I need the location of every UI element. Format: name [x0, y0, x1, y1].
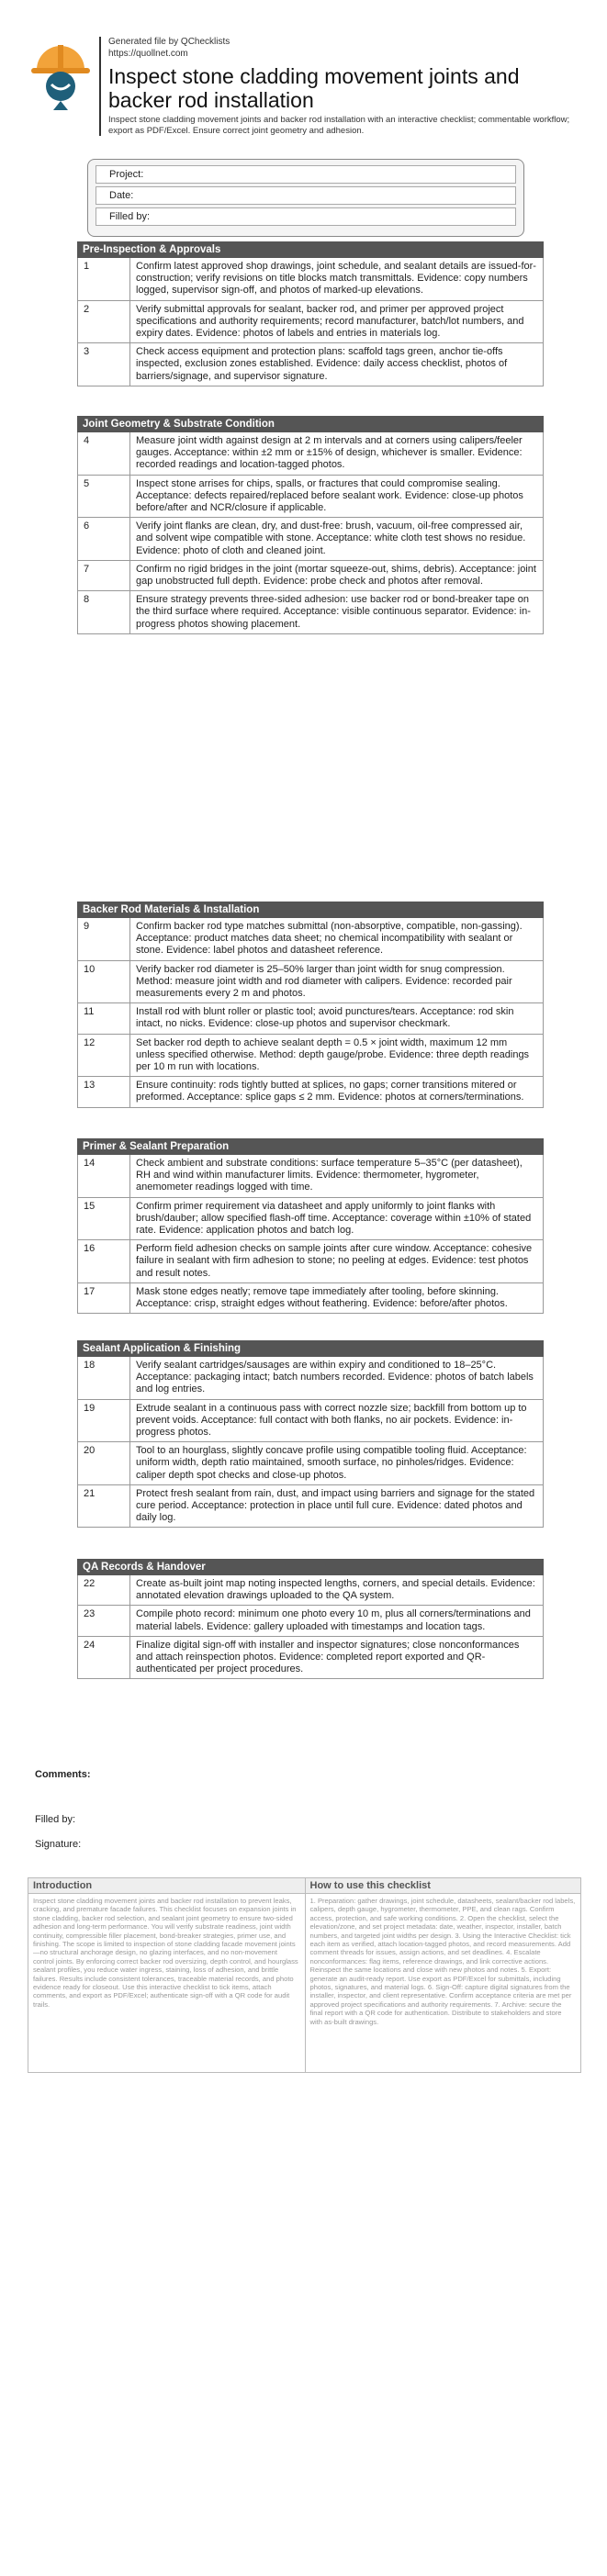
introduction-text: Inspect stone cladding movement joints and backer rod installation to prevent leaks, cracking, and premature facade failures. This checklist focuses on expansion joints in stone cladding, backer rod selection, and sealant joint geometry to ensure two-sided adhesion and long-term performance. You will verify substrate readiness, joint width continuity, compressible filler placement, bond-breaker strategies, primer use, and finishing. The scope is limited to inspection of stone cladding facade movement joints—no structural anchorage design, no glazing interfaces, and no non-movement control joints. By enforcing correct backer rod oversizing, depth control, and hourglass sealant profiles, you reduce water ingress, staining, loss of adhesion, and brittle failures. Results include consistent tolerances, traceable material records, and photo evidence ready for closeout. Use this interactive checklist to tick items, attach comments, and export as PDF/Excel; authenticate sign-off with a QR code for audit trails.: [33, 1897, 298, 2009]
item-text: Protect fresh sealant from rain, dust, and impact using barriers and signage for the stated cure period. Acceptance: protection in place until full cure. Evidence: dated photos and daily log.: [136, 1487, 535, 1524]
checklist-item[interactable]: [77, 1442, 544, 1485]
item-text: Tool to an hourglass, slightly concave profile using compatible tooling fluid. Acceptance: uniform width, depth ratio maintained, smooth surface, no pinholes/ridges. Evidence: caliper depth spot checks and close-up photos.: [136, 1445, 527, 1481]
checklist-item[interactable]: [77, 1155, 544, 1198]
checklist-item[interactable]: [77, 343, 544, 386]
filled-by-label: Filled by:: [35, 1814, 76, 1825]
checklist-item[interactable]: [77, 1637, 544, 1680]
item-text: Measure joint width against design at 2 m intervals and at corners using calipers/feeler gauges. Acceptance: within ±2 mm or ±15% of design, whichever is smaller. Evidence: recorded readings and location-tagged photos.: [136, 435, 523, 471]
checklist-item[interactable]: [77, 1035, 544, 1078]
item-text: Confirm backer rod type matches submittal (non-absorptive, compatible, non-gassing). Acceptance: product matches data sheet; no chemical incompatibility with sealant or stone. Evidence: label photos and datasheet reference.: [136, 921, 523, 957]
project-field[interactable]: Project:: [96, 165, 516, 184]
item-text: Confirm primer requirement via datasheet and apply uniformly to joint flanks with brush/dauber; allow specified flash-off time. Acceptance: coverage within ±10% of stated rate. Evidence: application photos and batch log.: [136, 1200, 532, 1237]
hard-hat-logo-icon: [28, 33, 94, 110]
item-number: 20: [78, 1442, 130, 1484]
item-number: 8: [78, 591, 130, 633]
item-number: 12: [78, 1035, 130, 1077]
item-number: 13: [78, 1077, 130, 1106]
section-sealant-application: [77, 1340, 544, 1528]
checklist-item[interactable]: [77, 1240, 544, 1283]
signature-label: Signature:: [35, 1839, 82, 1850]
checklist-item[interactable]: [77, 561, 544, 591]
checklist-item[interactable]: [77, 1575, 544, 1606]
item-text: Confirm no rigid bridges in the joint (mortar squeeze-out, shims, debris). Acceptance: joint gap unobstructed full depth. Evidence: probe check and photos after removal.: [136, 563, 536, 588]
page-description: Inspect stone cladding movement joints and backer rod installation with an interactive checklist; commentable workflow; export as PDF/Excel. Ensure correct joint geometry and adhesion.: [108, 115, 570, 136]
checklist-item[interactable]: [77, 432, 544, 476]
item-text: Install rod with blunt roller or plastic tool; avoid punctures/tears. Acceptance: rod skin intact, no nicks. Evidence: close-up photos and supervisor checkmark.: [136, 1006, 514, 1030]
checklist-item[interactable]: [77, 1606, 544, 1636]
item-number: 23: [78, 1606, 130, 1635]
item-number: 22: [78, 1575, 130, 1605]
item-text: Set backer rod depth to achieve sealant depth = 0.5 × joint width, maximum 12 mm unless specified otherwise. Method: depth gauge/probe. Evidence: three depth readings per 10 m run with locations.: [136, 1036, 530, 1073]
item-number: 5: [78, 476, 130, 518]
date-field[interactable]: Date:: [96, 186, 516, 205]
item-number: 11: [78, 1003, 130, 1033]
footer-info-table: [28, 1877, 581, 2073]
checklist-item[interactable]: [77, 1198, 544, 1241]
source-url[interactable]: https://quollnet.com: [108, 49, 188, 59]
item-text: Mask stone edges neatly; remove tape immediately after tooling, before skinning. Acceptance: crisp, straight edges without feathering. Evidence: before/after photos.: [136, 1285, 508, 1310]
item-text: Verify submittal approvals for sealant, backer rod, and primer per approved project specifications and authority requirements; record manufacturer, batch/lot numbers, and expiry dates. Evidence: photos of labels and entries in materials log.: [136, 303, 524, 340]
page-title: Inspect stone cladding movement joints and backer rod installation: [108, 64, 520, 112]
item-number: 19: [78, 1400, 130, 1442]
how-to-column: [305, 1878, 581, 2072]
item-text: Verify sealant cartridges/sausages are within expiry and conditioned to 18–25°C. Acceptance: packaging intact; batch numbers recorded. Evidence: photos of batch labels and log entries.: [136, 1360, 534, 1395]
item-number: 6: [78, 518, 130, 560]
item-number: 14: [78, 1155, 130, 1197]
checklist-item[interactable]: [77, 476, 544, 519]
checklist-item[interactable]: [77, 301, 544, 344]
item-text: Perform field adhesion checks on sample joints after cure window. Acceptance: cohesive failure in sealant with firm adhesion to stone; no peeling at edges. Evidence: test photos and result notes.: [136, 1243, 533, 1279]
item-number: 2: [78, 301, 130, 343]
section-heading: Sealant Application & Finishing: [77, 1340, 544, 1357]
item-number: 18: [78, 1357, 130, 1399]
item-number: 3: [78, 343, 130, 386]
header-divider: [99, 37, 101, 136]
section-pre-inspection: [77, 241, 544, 386]
item-text: Ensure strategy prevents three-sided adhesion: use backer rod or bond-breaker tape on the third surface where required. Acceptance: visible continuous separator. Evidence: in-progress photos showing placement.: [136, 594, 531, 630]
introduction-heading: Introduction: [28, 1878, 305, 1894]
item-text: Verify joint flanks are clean, dry, and dust-free: brush, vacuum, oil-free compressed air, and solvent wipe compatible with stone. Acceptance: white cloth test shows no residue. Evidence: photo of cloth and cleaned joint.: [136, 521, 526, 556]
section-heading: Joint Geometry & Substrate Condition: [77, 416, 544, 432]
item-text: Create as-built joint map noting inspected lengths, corners, and special details. Evidence: annotated elevation drawings uploaded to the QA system.: [136, 1578, 535, 1602]
item-text: Finalize digital sign-off with installer and inspector signatures; close nonconformances and attach reinspection photos. Evidence: completed report exported and QR-authenticated per project procedures.: [136, 1639, 520, 1675]
checklist-item[interactable]: [77, 1003, 544, 1034]
checklist-item[interactable]: [77, 918, 544, 961]
section-heading: QA Records & Handover: [77, 1559, 544, 1575]
checklist-item[interactable]: [77, 1357, 544, 1400]
item-number: 4: [78, 432, 130, 475]
checklist-item[interactable]: [77, 1077, 544, 1107]
checklist-item[interactable]: [77, 591, 544, 634]
item-text: Inspect stone arrises for chips, spalls, or fractures that could compromise sealing. Acceptance: defects repaired/replaced before sealant work. Evidence: close-up photos before/after and NCR/closure if applicable.: [136, 477, 523, 514]
how-to-text: 1. Preparation: gather drawings, joint schedule, datasheets, sealant/backer rod labels, calipers, depth gauge, hygrometer, thermometer, PPE, and clean rags. Confirm access, protection, and safe working conditions. 2. Open the checklist, select the elevation/zone, and set project metadata: date, weather, inspector, installer, batch numbers, and targeted joint widths per design. 3. Using the Interactive Checklist: tick each item as verified, attach location-tagged photos, and record measurements. Add comment threads for issues, assign actions, and set deadlines. 4. Escalate nonconformances: flag items, reference drawings, and link corrective actions. Reinspect the same locations and close with new photos and notes. 5. Export: generate an audit-ready report. Use export as PDF/Excel for submittals, including photos, signatures, and material logs. 6. Sign-Off: capture digital signatures from the installer, inspector, and client representative. Confirm acceptance criteria are met per approved project specifications and authority requirements. 7. Archive: secure the final report with a QR code for authentication. Distribute to stakeholders and store with as-built drawings.: [309, 1897, 576, 2026]
checklist-item[interactable]: [77, 961, 544, 1004]
section-primer-sealant-prep: [77, 1138, 544, 1314]
item-number: 1: [78, 258, 130, 300]
checklist-item[interactable]: [77, 1283, 544, 1314]
comments-label: Comments:: [35, 1769, 91, 1780]
introduction-column: [28, 1878, 305, 2072]
item-text: Check access equipment and protection plans: scaffold tags green, anchor tie-offs inspected, exclusion zones established. Evidence: daily access checklist, photos of barriers/signage, and supervisor signature.: [136, 346, 508, 382]
item-text: Extrude sealant in a continuous pass with correct nozzle size; backfill from bottom up to prevent voids. Acceptance: full contact with both flanks, no air pockets. Evidence: in-progress photos.: [136, 1402, 527, 1439]
item-number: 16: [78, 1240, 130, 1282]
item-text: Ensure continuity: rods tightly butted at splices, no gaps; corner transitions mitered or preformed. Acceptance: splice gaps ≤ 2 mm. Evidence: photos at corners/terminations.: [136, 1080, 524, 1103]
item-number: 10: [78, 961, 130, 1003]
section-joint-geometry: [77, 416, 544, 634]
item-text: Compile photo record: minimum one photo every 10 m, plus all corners/terminations and material labels. Evidence: gallery uploaded with timestamps and location tags.: [136, 1608, 531, 1632]
item-number: 24: [78, 1637, 130, 1679]
item-number: 17: [78, 1283, 130, 1313]
section-heading: Primer & Sealant Preparation: [77, 1138, 544, 1155]
document-header: [28, 33, 579, 143]
filled-by-field[interactable]: Filled by:: [96, 207, 516, 226]
checklist-item[interactable]: [77, 1485, 544, 1529]
item-number: 9: [78, 918, 130, 960]
generated-by-text: Generated file by QChecklists: [108, 37, 230, 47]
item-text: Verify backer rod diameter is 25–50% larger than joint width for snug compression. Method: measure joint width and rod diameter with calipers. Evidence: recorded pair measurements every 2 m and photos.: [136, 963, 512, 1000]
section-backer-rod: [77, 902, 544, 1108]
section-heading: Pre-Inspection & Approvals: [77, 241, 544, 258]
item-number: 15: [78, 1198, 130, 1240]
item-text: Check ambient and substrate conditions: surface temperature 5–35°C (per datasheet), RH and wind within manufacturer limits. Evidence: thermometer, hygrometer, anemometer readings logged with time.: [136, 1158, 523, 1193]
checklist-item[interactable]: [77, 258, 544, 301]
section-heading: Backer Rod Materials & Installation: [77, 902, 544, 918]
how-to-heading: How to use this checklist: [306, 1878, 581, 1894]
checklist-item[interactable]: [77, 1400, 544, 1443]
project-info-box: [87, 159, 524, 237]
item-text: Confirm latest approved shop drawings, joint schedule, and sealant details are issued-for-construction; verify revisions on title blocks match transmittals. Evidence: copy numbers logged, supervisor sign-off, and photos of marked-up elevations.: [136, 261, 536, 297]
checklist-item[interactable]: [77, 518, 544, 561]
item-number: 21: [78, 1485, 130, 1528]
item-number: 7: [78, 561, 130, 590]
section-qa-records: [77, 1559, 544, 1679]
